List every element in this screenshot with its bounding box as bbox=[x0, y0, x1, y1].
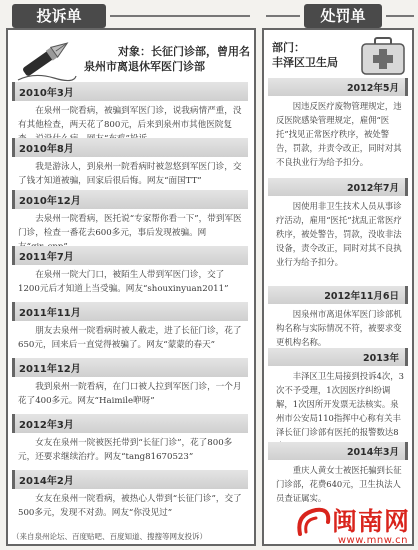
logo-swirl-icon bbox=[294, 504, 334, 540]
entry-date: 2012年7月 bbox=[268, 178, 408, 196]
department-label: 部门： bbox=[272, 41, 305, 54]
complaint-entry bbox=[12, 414, 248, 464]
complaint-tab: 投诉单 bbox=[12, 4, 106, 28]
entry-text: 因违反医疗废物管理规定，违反医院感染管理规定，雇佣“医托”找见正常医疗秩序，被处警告，罚款，并责令改正，同时对其不良执业行为给予扣分。 bbox=[276, 101, 402, 167]
entry-date: 2011年7月 bbox=[12, 246, 248, 265]
entry-text: 在泉州一院大门口，被陌生人带到军医门诊，交了1200元后才知道上当受骗。网友“shouxinyuan2011” bbox=[18, 270, 229, 294]
entry-date: 2012年5月 bbox=[268, 78, 408, 96]
entry-date: 2010年12月 bbox=[12, 190, 248, 209]
penalty-entry bbox=[268, 442, 408, 505]
entry-text: 我是游泳人，到泉州一院看病时被忽悠到军医门诊，交了钱才知道被骗，回家后很后悔。网友“面国TT” bbox=[18, 162, 242, 186]
entry-date: 2010年8月 bbox=[12, 138, 248, 157]
entry-date: 2012年3月 bbox=[12, 414, 248, 433]
complaint-entry bbox=[12, 470, 248, 520]
entry-text: 去泉州一院看病，医托说“专家帮你看一下”，带到军医门诊，检查一番花去600多元，事后发现被骗。网 bbox=[18, 214, 242, 238]
penalty-entry bbox=[268, 348, 408, 453]
complaint-entry bbox=[12, 138, 248, 188]
entry-text: 因泉州市离退休军医门诊部机构名称与实际情况不符，被要求变更机构名称。 bbox=[276, 309, 402, 347]
complaint-entry bbox=[12, 82, 248, 146]
department-name: 丰泽区卫生局 bbox=[272, 56, 338, 69]
penalty-column bbox=[262, 4, 414, 546]
penalty-entry bbox=[268, 286, 408, 349]
target-line-1: 对象：长征门诊部，曾用名 bbox=[118, 45, 250, 58]
entry-text: 丰泽区卫生局接到投诉4次，3次不予受理，1次因医疗纠纷调解，1次因所开发票无法核实。泉州市公安局110指挥中心称有关丰泽长征门诊部有医托的报警数达8 bbox=[276, 371, 404, 437]
fountain-pen-icon bbox=[14, 32, 78, 84]
header-divider bbox=[266, 15, 300, 17]
entry-date: 2011年11月 bbox=[12, 302, 248, 321]
entry-text: 因使用非卫生技术人员从事诊疗活动，雇用“医托”扰乱正常医疗秩序，被处警告，罚款，没收非法设备，责令改正，同时对其不良执业行为给予扣分。 bbox=[276, 201, 402, 267]
penalty-tab: 处罚单 bbox=[304, 4, 382, 28]
header-divider bbox=[386, 15, 414, 17]
complaint-entry bbox=[12, 246, 248, 296]
entry-date: 2012年11月6日 bbox=[268, 286, 408, 304]
entry-text: 女友在泉州一院被医托带到“长征门诊”，花了800多元，还要求继续治疗。网友“tang81670523” bbox=[18, 438, 233, 462]
entry-text: 女友在泉州一院看病，被热心人带到“长征门诊”，交了500多元，发现不对劲。网友“你没见过” bbox=[18, 494, 242, 518]
penalty-entry bbox=[268, 178, 408, 269]
entry-date: 2013年 bbox=[268, 348, 408, 366]
penalty-panel bbox=[262, 28, 414, 546]
entry-text: 我到泉州一院看病，在门口被人拉到军医门诊，一个月花了400多元。网友“Haimile咿呀” bbox=[18, 382, 242, 406]
entry-text: 重庆人黄女士被医托骗到长征门诊部，花费640元，卫生执法人员查证属实。 bbox=[276, 465, 402, 503]
complaint-entry bbox=[12, 358, 248, 408]
complaint-panel bbox=[6, 28, 256, 546]
complaint-entry bbox=[12, 190, 248, 254]
entry-date: 2014年2月 bbox=[12, 470, 248, 489]
source-footnote: （来自泉州论坛、百度贴吧、百度知道、搜搜等网友投诉） bbox=[12, 532, 207, 541]
entry-date: 2010年3月 bbox=[12, 82, 248, 101]
header-divider bbox=[110, 15, 250, 17]
department bbox=[272, 40, 338, 70]
complaint-column bbox=[4, 4, 254, 546]
penalty-entry bbox=[268, 78, 408, 169]
watermark-url: www.mnw.cn bbox=[337, 535, 408, 546]
medical-kit-icon bbox=[360, 36, 406, 76]
entry-date: 2014年3月 bbox=[268, 442, 408, 460]
entry-date: 2011年12月 bbox=[12, 358, 248, 377]
complaint-target bbox=[84, 44, 254, 74]
target-line-2: 泉州市离退休军医门诊部 bbox=[84, 60, 205, 73]
entry-text: 在泉州一院看病，被骗到军医门诊，说我病情严重，没有其他检查，两天花了800元，后来到泉州市其他医院复 bbox=[18, 106, 242, 130]
site-watermark bbox=[298, 500, 416, 548]
watermark-title: 闽南网 bbox=[331, 507, 410, 536]
complaint-entry bbox=[12, 302, 248, 352]
entry-text: 朋友去泉州一院看病时被人截走，进了长征门诊，花了650元，回来后一直觉得被骗了。网友“蒙蒙的春天” bbox=[18, 326, 242, 350]
